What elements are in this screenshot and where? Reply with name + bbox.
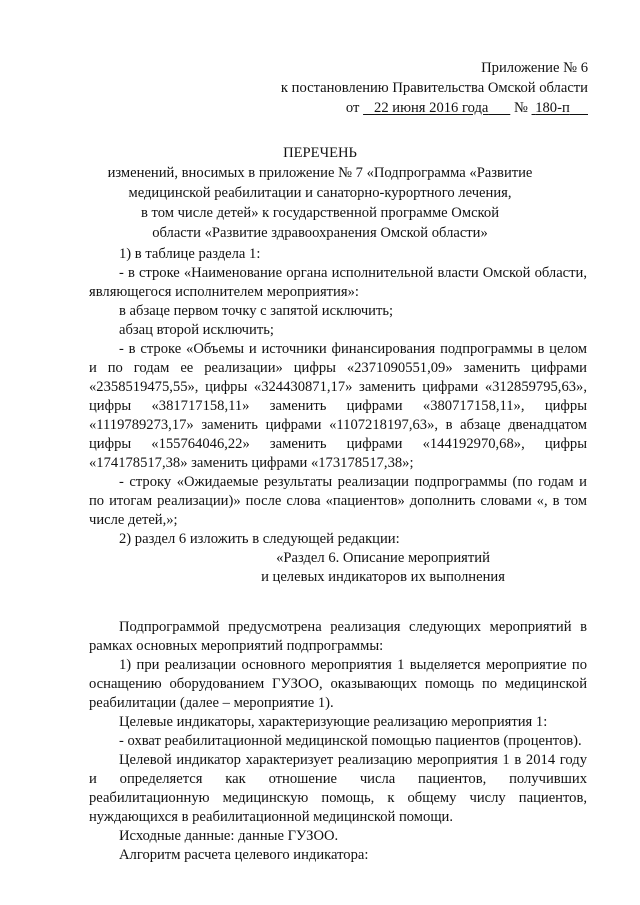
section-title: и целевых индикаторов их выполнения bbox=[261, 569, 505, 585]
paragraph: - в строке «Наименование органа исполнительной власти Омской области, являющегося исполнителем мероприятия»: bbox=[89, 265, 587, 300]
title-line: в том числе детей» к государственной программе Омской bbox=[140, 205, 500, 221]
paragraph: Исходные данные: данные ГУЗОО. bbox=[119, 828, 339, 844]
document-header bbox=[281, 58, 588, 118]
number-label: № bbox=[513, 100, 528, 116]
paragraph: 2) раздел 6 изложить в следующей редакции: bbox=[119, 531, 400, 547]
paragraph: Алгоритм расчета целевого индикатора: bbox=[119, 847, 369, 863]
date-prefix: от bbox=[345, 100, 360, 116]
document-title bbox=[60, 143, 580, 243]
appendix-reference: к постановлению Правительства Омской области bbox=[280, 80, 588, 96]
paragraph: Целевые индикаторы, характеризующие реализацию мероприятия 1: bbox=[119, 714, 548, 730]
paragraph: - охват реабилитационной медицинской помощью пациентов (процентов). bbox=[119, 733, 582, 749]
title-line: области «Развитие здравоохранения Омской области» bbox=[152, 225, 488, 241]
appendix-number: Приложение № 6 bbox=[481, 60, 588, 76]
decree-date: 22 июня 2016 года bbox=[374, 100, 489, 116]
paragraph: 1) при реализации основного мероприятия 1 выделяется мероприятие по оснащению оборудованием ГУЗОО, оказывающих помощь по медицинской реабилитации (далее – мероприятие 1). bbox=[89, 657, 587, 711]
paragraph: Целевой индикатор характеризует реализацию мероприятия 1 в 2014 году и определяется как отношение числа пациентов, получивших реабилитационную медицинскую помощь, к общему числу пациентов, нуждающихся в реабилитационной медицинской помощи. bbox=[89, 752, 587, 825]
document-body bbox=[89, 245, 587, 865]
paragraph: 1) в таблице раздела 1: bbox=[119, 246, 261, 262]
decree-number: 180-п bbox=[535, 100, 570, 116]
spacer bbox=[89, 587, 587, 618]
paragraph: - в строке «Объемы и источники финансирования подпрограммы в целом и по годам ее реализации» цифры «2371090551,09» заменить цифрами «2358519475,55», цифры «324430871,17» заменить цифрами «312859795,63», цифры «381717158,11» заменить цифрами «380717158,11», цифры «1119789273,17» заменить цифрами «1107218197,63», в абзаце двенадцатом цифры «155764046,22» заменить цифрами «144192970,68», цифры «174178517,38» заменить цифрами «173178517,38»; bbox=[89, 341, 587, 471]
title-line: медицинской реабилитации и санаторно-курортного лечения, bbox=[128, 185, 512, 201]
title-line: изменений, вносимых в приложение № 7 «Подпрограмма «Развитие bbox=[107, 165, 533, 181]
paragraph: в абзаце первом точку с запятой исключить; bbox=[119, 303, 394, 319]
decree-date-line bbox=[281, 98, 588, 118]
title-heading: ПЕРЕЧЕНЬ bbox=[283, 145, 357, 161]
paragraph: Подпрограммой предусмотрена реализация следующих мероприятий в рамках основных мероприятий подпрограммы: bbox=[89, 619, 587, 654]
paragraph: абзац второй исключить; bbox=[119, 322, 274, 338]
paragraph: - строку «Ожидаемые результаты реализации подпрограммы (по годам и по итогам реализации)» после слова «пациентов» дополнить словами «, в том числе детей,»; bbox=[89, 474, 587, 528]
section-title: «Раздел 6. Описание мероприятий bbox=[276, 550, 490, 566]
